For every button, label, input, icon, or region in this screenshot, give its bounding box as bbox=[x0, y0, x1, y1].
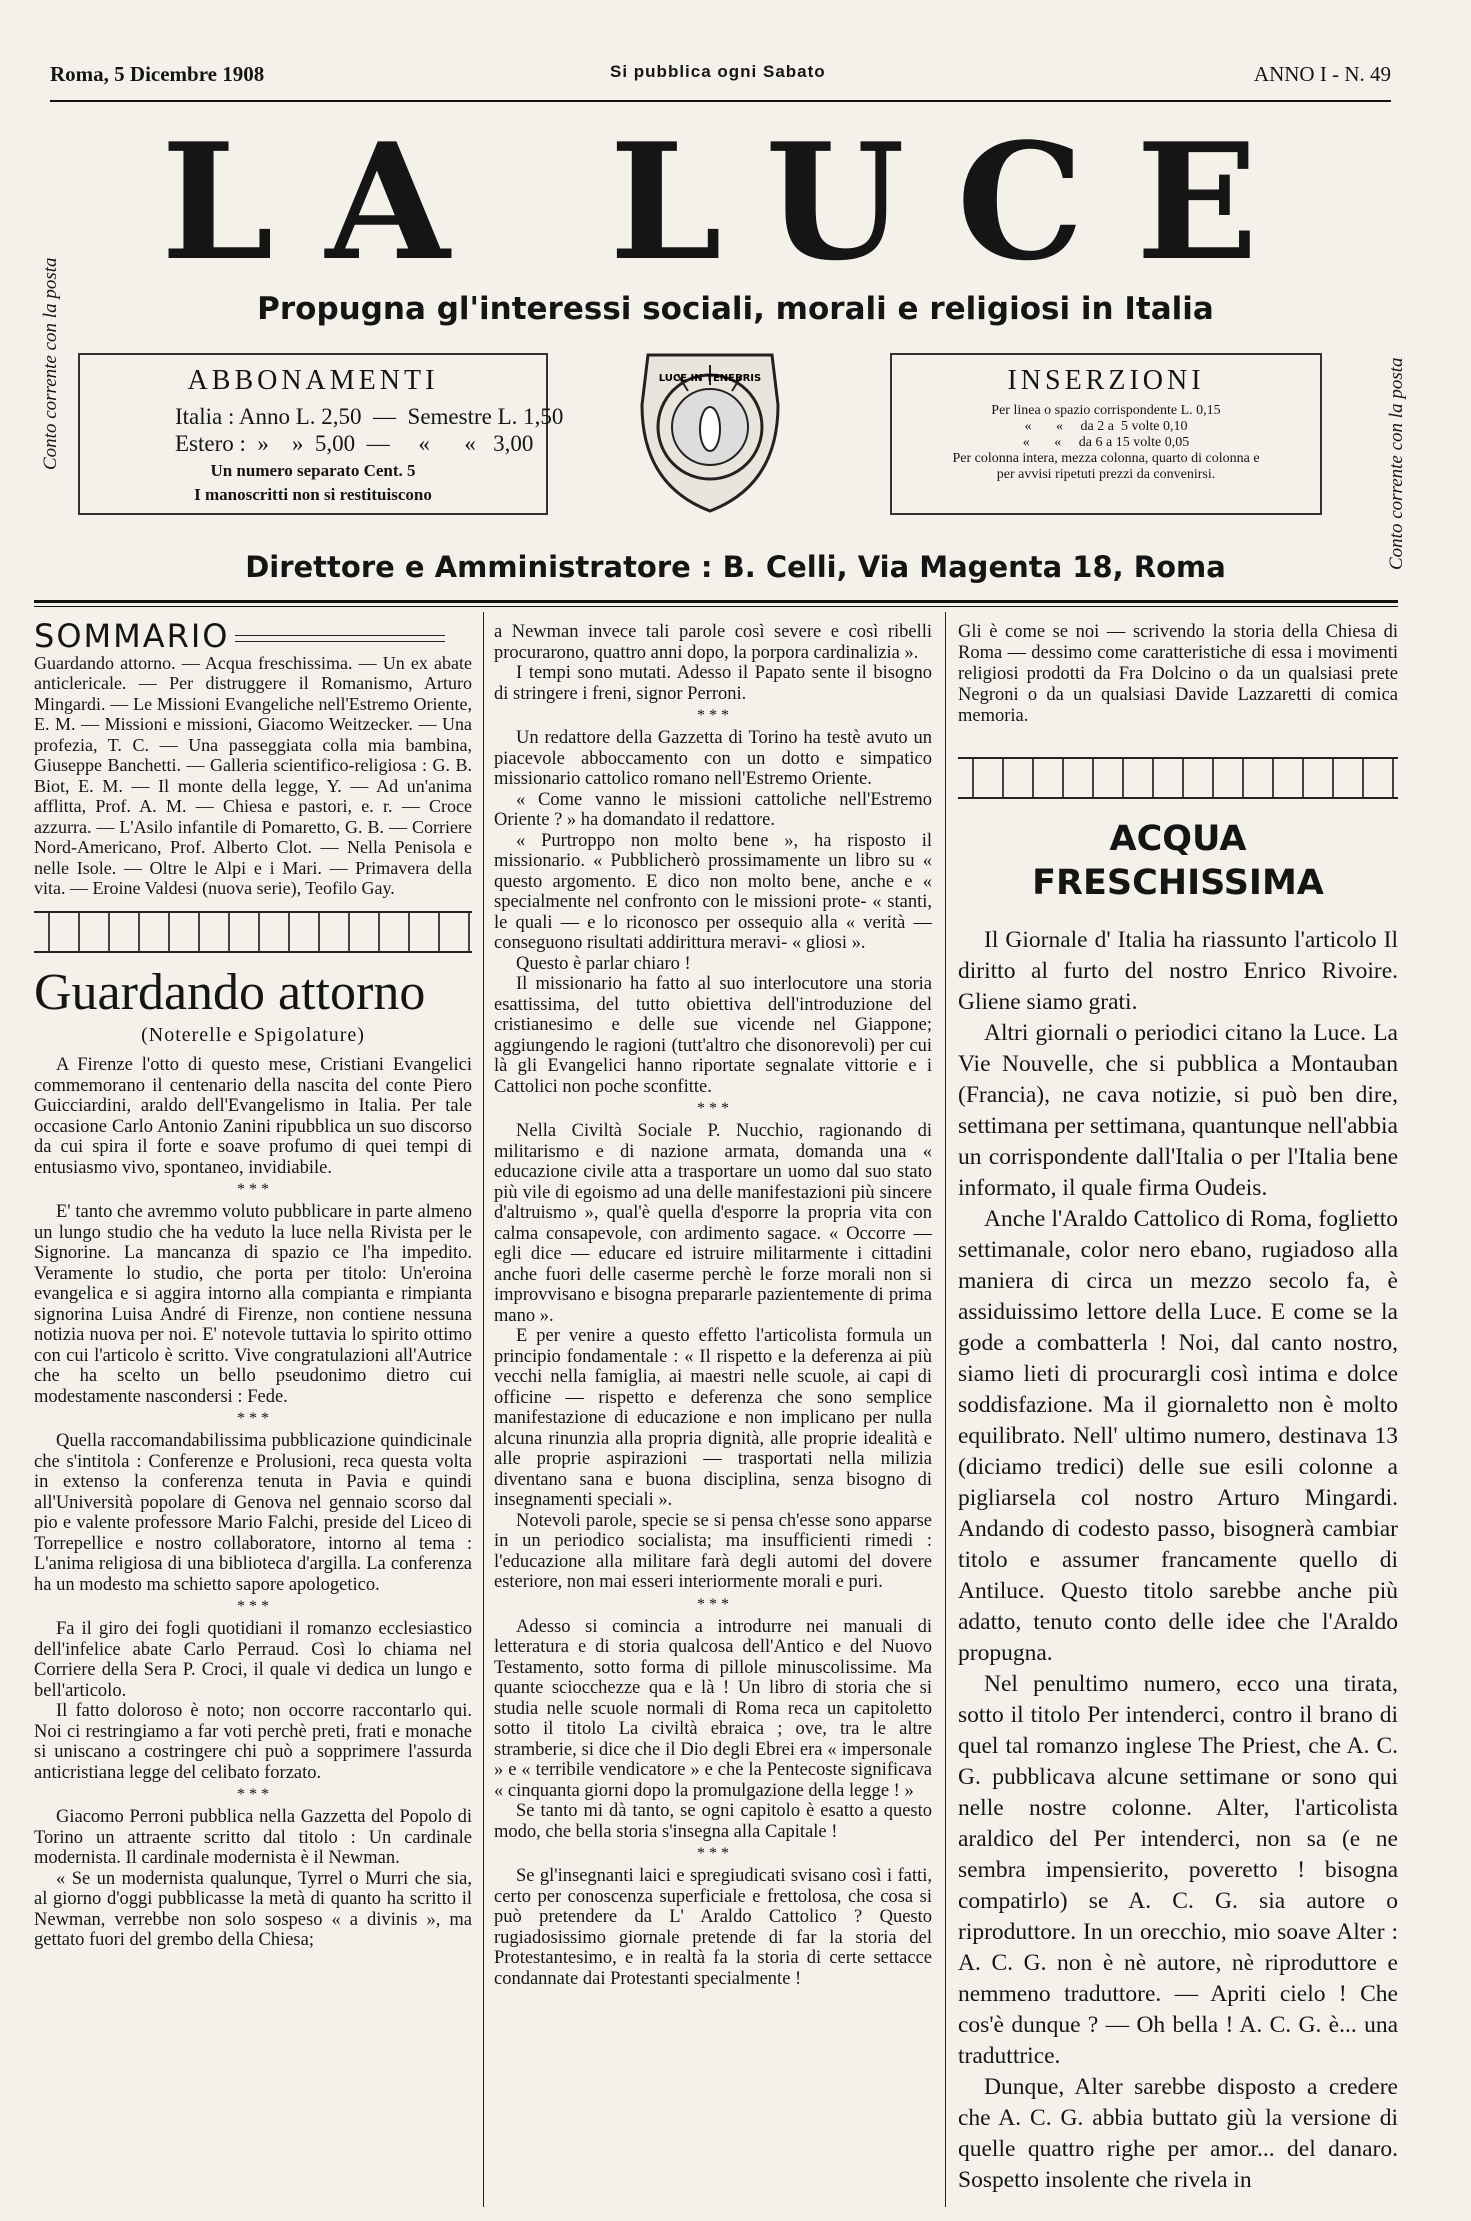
article-paragraph: Il Giornale d' Italia ha riassunto l'articolo Il diritto al furto del nostro Enrico Rivoire. Gliene siamo grati. bbox=[958, 927, 1398, 1015]
article-paragraph: « Se un modernista qualunque, Tyrrel o Murri che sia, al giorno d'oggi pubblicasse la metà di quanto ha scritto il Newman, verrebbe non solo sospeso « a divinis », ma gettato fuori del grembo della Chiesa; bbox=[34, 1868, 472, 1950]
article-paragraph: Nella Civiltà Sociale P. Nucchio, ragionando di militarismo e di nazione armata, domanda una « educazione civile atta a trasportare un uomo dal suo stato più vile di egoismo ad una delle manifestazioni più sincere d'altruismo », qual'è quella d'esporre la propria vita con calma consapevole, con ardimento sagace. « Occorre — egli dice — educare ed istruire militarmente i cittadini anche fuori delle caserme perchè le forze morali non si improvvisano e bisogna prepararle pazientemente di prima mano ». bbox=[494, 1121, 932, 1326]
article-paragraph: E per venire a questo effetto l'articolista formula un principio fondamentale : « Il rispetto e la deferenza ai più vecchi nella famiglia, ai maestri nelle scuole, ai capi di officine — rispetto e deferenza che sono semplice manifestazione di educazione e non implicano per nulla alcuna rinunzia alla propria dignità, alle proprie idealità e alle proprie aspirazioni — trasportati nella milizia diventano sana e buona disciplina, senza bisogno di insegnamenti speciali ». bbox=[494, 1326, 932, 1510]
article-paragraph: Anche l'Araldo Cattolico di Roma, foglietto settimanale, color nero ebano, rugiadoso alla maniera di circa un mezzo secolo fa, è assiduissimo lettore della Luce. E come se la gode a combatterla ! Noi, dal canto nostro, siamo lieti di procurargli così intima e dolce soddisfazione. Ma il giornaletto non è molto equilibrato. Nell' ultimo numero, destinava 13 (diciamo tredici) delle sue esili colonne a pigliarsela col nostro Arturo Mingardi. Andando di codesto passo, bisognerà cambiar titolo e assumer francamente quello di Antiluce. Questo titolo sarebbe anche più adatto, tenuto conto delle idee che l'Araldo propugna. bbox=[958, 1206, 1398, 1666]
article-paragraph: Quella raccomandabilissima pubblicazione quindicinale che s'intitola : Conferenze e Prolusioni, reca questa volta in extenso la conferenza tenuta in Pavia e quindi all'Università popolare di Genova nel gennaio scorso dal pio e valente professore Mario Falchi, preside del Liceo di Torrepellice e nostro collaboratore, intorno al tema : L'anima religiosa di una biblioteca d'argilla. La conferenza ha un modesto ma schietto sapore apologetico. bbox=[34, 1431, 472, 1595]
article-paragraph: Notevoli parole, specie se si pensa ch'esse sono apparse in un periodico socialista; ma insufficienti rimedi : l'educazione alla militare farà degli automi del dovere esteriore, non mai esseri interiormente morali e puri. bbox=[494, 1510, 932, 1592]
column-1 bbox=[34, 617, 472, 1951]
article-paragraph: Il missionario ha fatto al suo interlocutore una storia esattissima, del tutto obiettiva dell'introduzione del cristianesimo e delle sue vicende nel Giappone; aggiungendo le ragioni (tutt'altro che disonorevoli) per cui là gli Evangelici hanno riportate segnalate vittorie e i Cattolici non poche sconfitte. bbox=[494, 974, 932, 1097]
article-paragraph: Giacomo Perroni pubblica nella Gazzetta del Popolo di Torino un attraente scritto dal titolo : Un cardinale modernista. Il cardinale modernista è il Newman. bbox=[34, 1807, 472, 1868]
sommario-text: Guardando attorno. — Acqua freschissima. — Un ex abate anticlericale. — Per distruggere il Romanismo, Arturo Mingardi. — Le Missioni Evangeliche nell'Estremo Oriente, E. M. — Missioni e missioni, Giacomo Weitzecker. — Una profezia, T. C. — Una passeggiata colla mia bambina, Giuseppe Banchetti. — Galleria scientifico-religiosa : G. B. Biot, E. M. — Il monte della legge, Y. — Ad un'anima afflitta, Prof. A. M. — Chiesa e pastori, e. r. — Croce azzurra. — L'Asilo infantile di Pomaretto, G. B. — Corriere Nord-Americano, Prof. Alberto Clot. — Nella Penisola e nelle Isole. — Oltre le Alpi e i Mari. — Primavera della vita. — Eroine Valdesi (nuova serie), Teofilo Gay. bbox=[34, 652, 472, 898]
stars-separator: * * * bbox=[237, 1410, 269, 1427]
article-paragraph: E' tanto che avremmo voluto pubblicare in parte almeno un lungo studio che ha veduto la luce nella Rivista per le Signorine. La mancanza di spazio ce l'ha impedito. Veramente lo studio, che porta per titolo: Un'eroina evangelica e si aggira intorno alla compianta e rimpianta signorina Luisa André di Firenze, non contiene nessuna notizia nuova per noi. E' notevole tuttavia lo spirito ottimo con cui l'articolo è scritto. Vive congratulazioni all'Autrice che ha scelto un bello pseudonimo dietro cui modestamente nascondersi : Fede. bbox=[34, 1202, 472, 1407]
single-copy-price: Un numero separato Cent. 5 bbox=[210, 461, 416, 480]
stars-separator: * * * bbox=[697, 1595, 729, 1613]
header-rule-thin bbox=[34, 606, 1398, 607]
stars-separator: * * * bbox=[697, 1100, 729, 1117]
advertising-title: INSERZIONI bbox=[1007, 365, 1205, 396]
advertising-rate-3: « « da 6 a 15 volte 0,05 bbox=[1022, 435, 1190, 450]
advertising-note-1: Per colonna intera, mezza colonna, quarto di colonna e bbox=[952, 451, 1260, 466]
side-note-right: Conto corrente con la posta bbox=[1386, 357, 1407, 570]
advertising-note-2: per avvisi ripetuti prezzi da convenirsi. bbox=[996, 467, 1216, 482]
article-title: Guardando attorno bbox=[34, 963, 426, 1021]
advertising-box bbox=[890, 353, 1322, 515]
article-paragraph: Il fatto doloroso è noto; non occorre raccontarlo qui. Noi ci restringiamo a far voti perchè preti, frati e monache si uniscano a costringere chi può a sopprimere l'assurda anticristiana legge del celibato forzato. bbox=[34, 1701, 472, 1783]
masthead: LA LUCE bbox=[161, 108, 1310, 296]
article-paragraph: I tempi sono mutati. Adesso il Papato sente il bisogno di stringere i freni, signor Perroni. bbox=[494, 663, 932, 704]
column-rule-1 bbox=[483, 612, 484, 2207]
column-rule-2 bbox=[945, 612, 946, 2207]
top-rule bbox=[50, 100, 1391, 102]
ornament-divider bbox=[958, 757, 1398, 799]
stars-separator: * * * bbox=[697, 707, 729, 724]
manuscripts-note: I manoscritti non si restituiscono bbox=[194, 485, 432, 504]
subscriptions-title: ABBONAMENTI bbox=[187, 365, 439, 396]
article-paragraph: Se tanto mi dà tanto, se ogni capitolo è esatto a questo modo, che bella storia s'insegna alla Capitale ! bbox=[494, 1801, 932, 1842]
header-rule bbox=[34, 600, 1398, 603]
article-paragraph: Questo è parlar chiaro ! bbox=[516, 953, 691, 974]
side-note-left: Conto corrente con la posta bbox=[40, 257, 61, 470]
article-paragraph: « Come vanno le missioni cattoliche nell'Estremo Oriente ? » ha domandato il redattore. bbox=[494, 789, 932, 830]
article-title: ACQUA FRESCHISSIMA bbox=[1032, 819, 1324, 903]
issue-date: Roma, 5 Dicembre 1908 bbox=[50, 62, 265, 86]
article-paragraph: Se gl'insegnanti laici e spregiudicati svisano così i fatti, certo per conoscenza superficiale e frettolosa, che cosa si può pretendere da L' Araldo Cattolico ? Questo rugiadosissimo giornale pretende di far la storia del Protestantesimo, e in realtà fa la storia di certe settacce condannate dai Protestanti specialmente ! bbox=[494, 1866, 932, 1989]
advertising-rate-1: Per linea o spazio corrispondente L. 0,15 bbox=[991, 403, 1221, 418]
article-paragraph: « Purtroppo non molto bene », ha risposto il missionario. « Pubblicherò prossimamente un libro su « questo argomento. E dico non molto bene, anche e « specialmente nel confronto con le missioni prote- « stanti, le quali — e lo riconosco per ossequio alla « verità — conseguono risultati addirittura meravi- « gliosi ». bbox=[494, 830, 932, 953]
article-paragraph: Fa il giro dei fogli quotidiani il romanzo ecclesiastico dell'infelice abate Carlo Perraud. Così lo chiama nel Corriere della Sera P. Croci, il quale vi dedica un lungo e bell'articolo. bbox=[34, 1619, 472, 1701]
stars-separator: * * * bbox=[237, 1181, 269, 1198]
subscriptions-abroad: Estero : » » 5,00 — « « 3,00 bbox=[175, 431, 534, 456]
article-paragraph: Dunque, Alter sarebbe disposto a credere che A. C. G. abbia buttato giù la versione di quelle quattro righe per amor... del danaro. Sospetto insolente che rivela in bbox=[958, 2074, 1398, 2193]
seal-emblem bbox=[628, 345, 792, 517]
article-caption: (Noterelle e Spigolature) bbox=[141, 1023, 365, 1046]
article-paragraph: a Newman invece tali parole così severe e così ribelli procurarono, quattro anni dopo, la porpora cardinalizia ». bbox=[494, 622, 932, 663]
issue-number: ANNO I - N. 49 bbox=[1253, 62, 1391, 86]
stars-separator: * * * bbox=[237, 1786, 269, 1803]
publication-note: Si pubblica ogni Sabato bbox=[610, 62, 826, 81]
subscriptions-italy: Italia : Anno L. 2,50 — Semestre L. 1,50 bbox=[175, 404, 564, 429]
article-paragraph: Nel penultimo numero, ecco una tirata, sotto il titolo Per intenderci, contro il brano di quel tal romanzo inglese The Priest, che A. C. G. pubblicava alcune settimane or sono qui nelle nostre colonne. Alter, l'articolista araldico del Per intenderci, non sa (e ne sembra impensierito, poveretto ! bisogna compatirlo) se A. C. G. sia autore o riproduttore. In un orecchio, mio soave Alter : A. C. G. non è nè autore, nè riproduttore e nemmeno traduttore. — Apriti cielo ! Che cos'è dunque ? — Oh bella ! A. C. G. è... una traduttrice. bbox=[958, 1671, 1398, 2069]
stars-separator: * * * bbox=[237, 1598, 269, 1615]
subtitle: Propugna gl'interessi sociali, morali e religiosi in Italia bbox=[257, 291, 1214, 327]
column-3-intro: Gli è come se noi — scrivendo la storia della Chiesa di Roma — dessimo come caratteristiche di essa i movimenti religiosi prodotti da Fra Dolcino o da un qualsiasi prete Negroni o da un qualsiasi Davide Lazzaretti di comica memoria. bbox=[958, 622, 1398, 726]
column-3 bbox=[958, 622, 1398, 2196]
subscriptions-box bbox=[78, 353, 564, 515]
stars-separator: * * * bbox=[697, 1845, 729, 1862]
advertising-rate-2: « « da 2 a 5 volte 0,10 bbox=[1024, 419, 1188, 434]
article-paragraph: A Firenze l'otto di questo mese, Cristiani Evangelici commemorano il centenario della nascita del conte Piero Guicciardini, araldo dell'Evangelismo in Italia. Per tale occasione Carlo Antonio Zanini ripubblica un suo discorso da cui spira il forte e soave profumo di quei tempi di entusiasmo vivo, spontaneo, invidiabile. bbox=[34, 1055, 472, 1178]
seal-text: LUCE IN TENEBRIS bbox=[658, 373, 762, 384]
sommario-title: SOMMARIO bbox=[34, 626, 472, 647]
article-paragraph: Adesso si comincia a introdurre nei manuali di letteratura e di storia qualcosa dell'Antico e del Nuovo Testamento, sotto forma di pillole minuscolissime. Ma quante sciocchezze qua e là ! Un libro di storia che si studia nelle scuole normali di Roma reca un capitoletto sotto il titolo La civiltà ebraica ; ove, tra le altre stramberie, si dice che il Dio degli Ebrei era « impersonale » e « terribile vendicatore » e che la Pentecoste significava « cinquanta giorni dopo la promulgazione della legge ! » bbox=[494, 1616, 932, 1801]
column-2 bbox=[494, 622, 932, 1989]
ornament-divider bbox=[34, 911, 472, 953]
article-paragraph: Altri giornali o periodici citano la Luce. La Vie Nouvelle, che si pubblica a Montauban (Francia), ne cava notizie, si può ben dire, settimana per settimana, quantunque nell'abbia un corrispondente dall'Italia o per l'Italia bene informato, il quale firma Oudeis. bbox=[958, 1020, 1398, 1201]
director-line: Direttore e Amministratore : B. Celli, Via Magenta 18, Roma bbox=[245, 550, 1226, 584]
article-paragraph: Un redattore della Gazzetta di Torino ha testè avuto un piacevole abboccamento con un dotto e simpatico missionario cattolico romano nell'Estremo Oriente. bbox=[494, 728, 932, 789]
